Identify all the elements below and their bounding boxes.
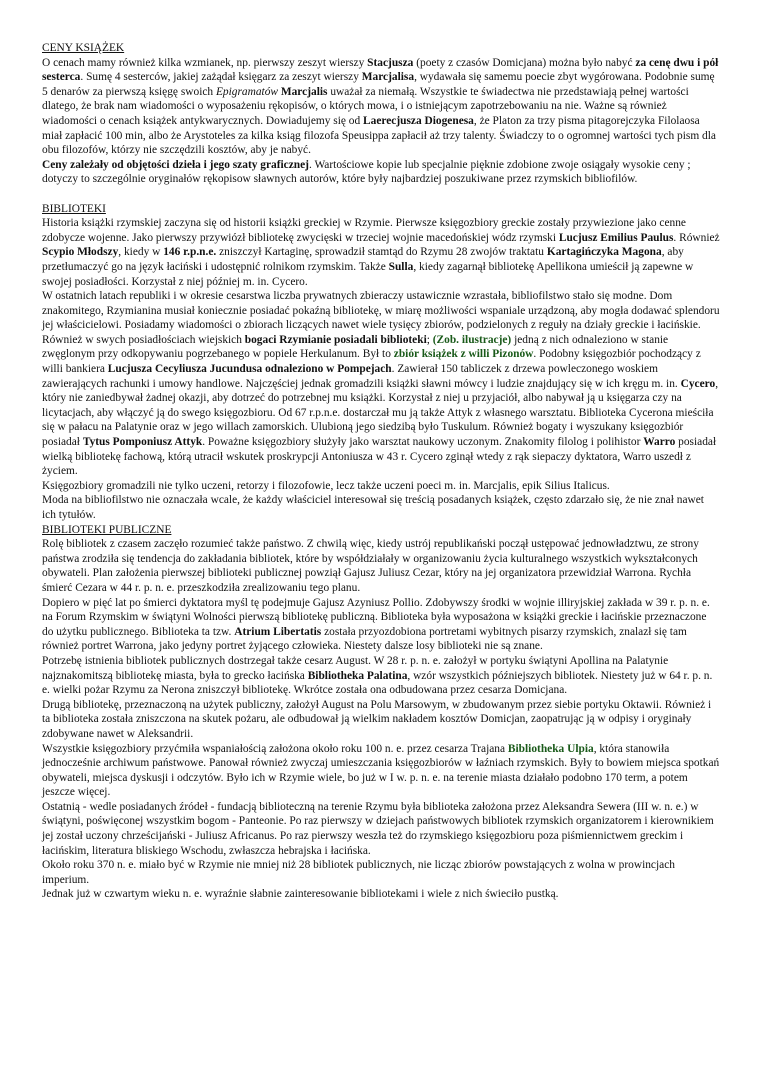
text-run: . Wartościowe kopie lub specjalnie pięknie zdobione zwoje osiągały wysokie ceny ; dotyczy to szczególnie oryginałów rękopisow sławnych autorów, które były najbardziej poszukiwane przez rzymskich bibliofilów. bbox=[42, 158, 691, 186]
section-body bbox=[42, 56, 720, 187]
paragraph bbox=[42, 858, 720, 887]
hyperlink[interactable]: (Zob. ilustracje) bbox=[432, 333, 512, 346]
text-run: Moda na bibliofilstwo nie oznaczała wcale, że każdy właściciel interesował się treścią posadanych książek, często zdarzało się, że nie znał nawet ich tytułów. bbox=[42, 494, 704, 521]
paragraph bbox=[42, 479, 720, 494]
text-run: . Poważne księgozbiory służyły jako warsztat naukowy uczonym. Znakomity filolog i polihistor bbox=[202, 436, 644, 449]
section-heading-ceny: CENY KSIĄŻEK bbox=[42, 42, 125, 54]
section-ceny bbox=[42, 41, 720, 187]
text-run: Około roku 370 n. e. miało być w Rzymie nie mniej niż 28 bibliotek publicznych, nie licząc zbiorów powstających z wolna w prowincjach imperium. bbox=[42, 859, 675, 886]
paragraph bbox=[42, 742, 720, 800]
paragraph bbox=[42, 289, 720, 333]
bold-text: Marcjalisa bbox=[361, 71, 415, 84]
text-run: posiadał wielką bibliotekę fachową, którą utracił wskutek proskrypcji Antoniusza w 43 r. Cycero zginął wtedy z rąk siepaczy dyktatora, Warro uszedł z życiem. bbox=[42, 436, 717, 478]
hyperlink[interactable]: Bibliotheka Ulpia bbox=[507, 742, 594, 755]
text-run: O cenach mamy również kilka wzmianek, np. pierwszy zeszyt wierszy bbox=[42, 56, 368, 69]
bold-text: Atrium Libertatis bbox=[234, 625, 322, 638]
paragraph bbox=[42, 698, 720, 742]
paragraph bbox=[42, 333, 720, 479]
text-run: została przyozdobiona portretami wybitnych pisarzy rzymskich, znalazł się tam również portret Warrona, jako jedyny portret żyjącego człowieka. Niestety dalsze losy biblioteki nie są znane. bbox=[42, 625, 687, 653]
text-run: Rolę bibliotek z czasem zaczęło rozumieć także państwo. Z chwilą więc, kiedy ustrój republikański począł ustępować jednowładztwu, ze strony państwa zrodziła się tendencja do zakładania bibliotek, które by współdziałały w organizowaniu życia kulturalnego wszystkich wykształconych obywateli. Plan założenia pierwszej biblioteki publicznej powziął Gajusz Juliusz Cezar, który na jej organizatora przewidział Warrona. Rychła śmierć Cezara w 44 r. p. n. e. przeszkodziła zrealizowaniu tego planu. bbox=[42, 538, 699, 594]
text-run: uważał za niemałą. Wszystkie te świadectwa nie przedstawiają pełnej wartości dlatego, że brak nam wiadomości o wyposażeniu rękopisów, o których mowa, i o istniejącym zapotrzebowaniu na nie. Ważne są również wiadomości o cenach książek antykwarycznych. Dowiadujemy się od bbox=[42, 85, 689, 127]
text-run: Historia książki rzymskiej zaczyna się od historii książki greckiej w Rzymie. Pierwsze księgozbiory greckie zostały przywiezione jako cenne zdobycze wojenne. Jako pierwszy przywiózł bibliotekę zwycięski w trzeciej wojnie macedońskiej wódz rzymski bbox=[42, 217, 686, 244]
text-run: Potrzebę istnienia bibliotek publicznych dostrzegał także cesarz August. W 28 r. p. n. e. założył w portyku świątyni Apollina na Palatynie najznakomitszą bibliotekę miasta, była to grecko łacińska bbox=[42, 654, 669, 682]
text-run: , wydawała się samemu poecie zbyt wygórowana. Podobnie sumę 5 denarów za pierwszą księgę swoich bbox=[42, 71, 715, 98]
paragraph bbox=[42, 596, 720, 654]
section-heading-biblioteki: BIBLIOTEKI bbox=[42, 202, 106, 215]
paragraph bbox=[42, 56, 720, 158]
paragraph bbox=[42, 493, 720, 522]
bold-text: bogaci Rzymianie posiadali biblioteki bbox=[244, 333, 427, 346]
text-run: Również w swych posiadłościach wiejskich bbox=[42, 333, 245, 346]
text-run: W ostatnich latach republiki i w okresie cesarstwa liczba prywatnych zbieraczy ustawicznie wzrastała, bibliofilstwo stało się modne. Dom znakomitego, Rzymianina musiał koniecznie posiadać pokaźną bibliotekę, w miarę możliwości wspaniale urządzoną, aby mogła dodawać splendoru jej właścicielowi. Posiadamy wiadomości o zbiorach liczących nawet wiele tysięcy zbiorów, podzielonych z reguły na działy greckie i łacińskie. bbox=[42, 290, 720, 332]
bold-text: Warro bbox=[643, 436, 676, 449]
section-biblioteki bbox=[42, 202, 720, 523]
bold-text: Lucjusz Emilius Paulus bbox=[558, 231, 674, 244]
bold-text: Lucjusza Cecyliusza Jucundusa odnaleziono w Pompejach bbox=[107, 363, 392, 376]
bold-text: Cycero bbox=[680, 377, 716, 390]
section-gap bbox=[42, 187, 720, 202]
text-run: ; bbox=[426, 333, 433, 346]
paragraph bbox=[42, 654, 720, 698]
bold-text: Scypio Młodszy bbox=[42, 246, 119, 259]
text-run: , która stanowiła jednocześnie archiwum państwowe. Panował również zwyczaj umieszczania księgozbiorów w łaźniach rzymskich. Były to bowiem miejsca spotkań obywateli, miejsca dyskusji i odczytów. Było ich w Rzymie wiele, bo już w I w. p. n. e. na terenie miasta działało podobno 170 term, a potem jeszcze więcej. bbox=[42, 742, 720, 799]
bold-text: Tytus Pomponiusz Attyk bbox=[82, 436, 203, 449]
text-run: , aby przetłumaczyć go na język łaciński i udostępnić rolnikom rzymskim. Także bbox=[42, 246, 684, 273]
text-run: , który nie zaniedbywał żadnej okazji, aby dotrzeć do potrzebnej mu książki. Korzystał z niej u przyjaciół, albo nabywał ją u księgarza czy na licytacjach, aby włączyć ją do swego księgozbioru. Od 67 r.p.n.e. dostarczał mu ją także Attyk z własnego warsztatu. Biblioteka Cycerona mieściła się w pałacu na Palatynie oraz w jego willach zamorskich. Ulubioną jego siedzibą było Tuskulum. Również bogaty i wyszukany księgozbiór posiadał bbox=[42, 377, 719, 449]
text-run: . Podobny księgozbiór pochodzący z willi bankiera bbox=[42, 348, 701, 376]
section-body bbox=[42, 537, 720, 902]
text-run: jedną z nich odnaleziono w stanie zwęglonym przy odkopywaniu pogrzebanego w popiele Herkulanum. Był to bbox=[42, 333, 669, 361]
text-run: Dopiero w pięć lat po śmierci dyktatora myśl tę podejmuje Gajusz Azyniusz Pollio. Zdobywszy środki w wojnie illiryjskiej zakłada w 39 r. p. n. e. na Forum Rzymskim w świątyni Wolności pierwszą bibliotekę publiczną. Biblioteka była wyposażona w książki greckie i łacińskie przeznaczone do użytku publicznego. Biblioteka ta tzw. bbox=[42, 596, 710, 638]
paragraph bbox=[42, 887, 720, 902]
bold-text: 146 r.p.n.e. bbox=[163, 246, 217, 259]
section-publiczne bbox=[42, 523, 720, 902]
bold-text: Laerecjusza Diogenesa bbox=[363, 114, 474, 127]
text-run: (poety z czasów Domicjana) można było nabyć bbox=[413, 56, 636, 69]
paragraph bbox=[42, 537, 720, 595]
section-body bbox=[42, 216, 720, 522]
hyperlink[interactable]: zbiór książek z willi Pizonów bbox=[393, 348, 534, 361]
paragraph bbox=[42, 800, 720, 858]
bold-text: Stacjusza bbox=[367, 56, 414, 69]
text-run: . Zawierał 150 tabliczek z drzewa powleczonego woskiem zawierających rachunki i umowy handlowe. Najczęściej jednak gromadzili książki sławni mówcy i ludzie znajdujący się w ich kręgu m. in. bbox=[42, 363, 681, 390]
bold-text: Bibliotheka Palatina bbox=[307, 669, 408, 682]
text-run: zniszczył Kartaginę, sprowadził stamtąd do Rzymu 28 zwojów traktatu bbox=[216, 246, 547, 259]
text-run: Księgozbiory gromadzili nie tylko uczeni, retorzy i filozofowie, lecz także uczeni poeci m. in. Marcjalis, epik Silius Italicus. bbox=[42, 479, 610, 492]
bold-text: Sulla bbox=[388, 260, 414, 273]
italic-text: Epigramatów bbox=[215, 85, 278, 98]
text-run: , że Platon za trzy pisma pitagorejczyka Filolaosa miał zapłacić 100 min, albo że Arystoteles za kilka ksiąg filozofa Speusippa zapłacił aż trzy talenty. Świadczy to o ogromnej wartości tych pism dla obu filozofów, którzy nie szczędzili kosztów, aby je nabyć. bbox=[42, 114, 716, 157]
bold-text: Kartagińczyka Magona bbox=[546, 246, 662, 259]
paragraph bbox=[42, 158, 720, 187]
bold-text: Marcjalis bbox=[280, 85, 328, 98]
bold-text: Ceny zależały od objętości dzieła i jego szaty graficznej bbox=[42, 158, 309, 171]
text-run: , wzór wszystkich późniejszych bibliotek. Niestety już w 64 r. p. n. e. wielki pożar Rzymu za Nerona zniszczył bibliotekę. Wkrótce została ona odbudowana przez cesarza Domicjana. bbox=[42, 669, 713, 697]
section-heading-publiczne: BIBLIOTEKI PUBLICZNE bbox=[42, 523, 172, 536]
paragraph bbox=[42, 216, 720, 289]
text-run: Jednak już w czwartym wieku n. e. wyraźnie słabnie zainteresowanie bibliotekami i wiele z nich świeciło pustką. bbox=[42, 888, 559, 901]
text-run: . Również bbox=[673, 231, 720, 244]
text-run: Ostatnią - wedle posiadanych źródeł - fundacją biblioteczną na terenie Rzymu była biblioteka założona przez Aleksandra Sewera (III w. n. e.) w świątyni, poświęconej wszystkim bogom - Panteonie. Po raz pierwszy w dziejach państwowych bibliotek rzymskich organizatorem i kierownikiem jej został uczony chrześcijański - Juliusz Africanus. Po raz pierwszy weszła też do rzymskiego księgozbioru poza piśmiennictwem greckim i łacińskim, literatura bliskiego Wschodu, zwłaszcza hebrajska i łacińska. bbox=[42, 800, 714, 857]
text-run: Drugą bibliotekę, przeznaczoną na użytek publiczny, założył August na Polu Marsowym, w zbudowanym przez siebie portyku Oktawii. Również i ta biblioteka została zniszczona na skutek pożaru, ale odbudował ją wielkim nakładem kosztów Domicjan, zaopatrując ją w odpisy i oryginały zdobywane nawet w Aleksandrii. bbox=[42, 698, 712, 740]
bold-text: za cenę dwu i pół sesterca bbox=[42, 56, 719, 84]
text-run: , kiedy w bbox=[118, 246, 164, 259]
text-run: Wszystkie księgozbiory przyćmiła wspaniałością założona około roku 100 n. e. przez cesarza Trajana bbox=[42, 742, 508, 755]
text-run: , kiedy zagarnął bibliotekę Apellikona umieścił ją zapewne w swojej posiadłości. Korzystał z niej później m. in. Cycero. bbox=[42, 260, 694, 288]
text-run: . Sumę 4 sesterców, jakiej zażądał księgarz za zeszyt wierszy bbox=[80, 71, 362, 84]
